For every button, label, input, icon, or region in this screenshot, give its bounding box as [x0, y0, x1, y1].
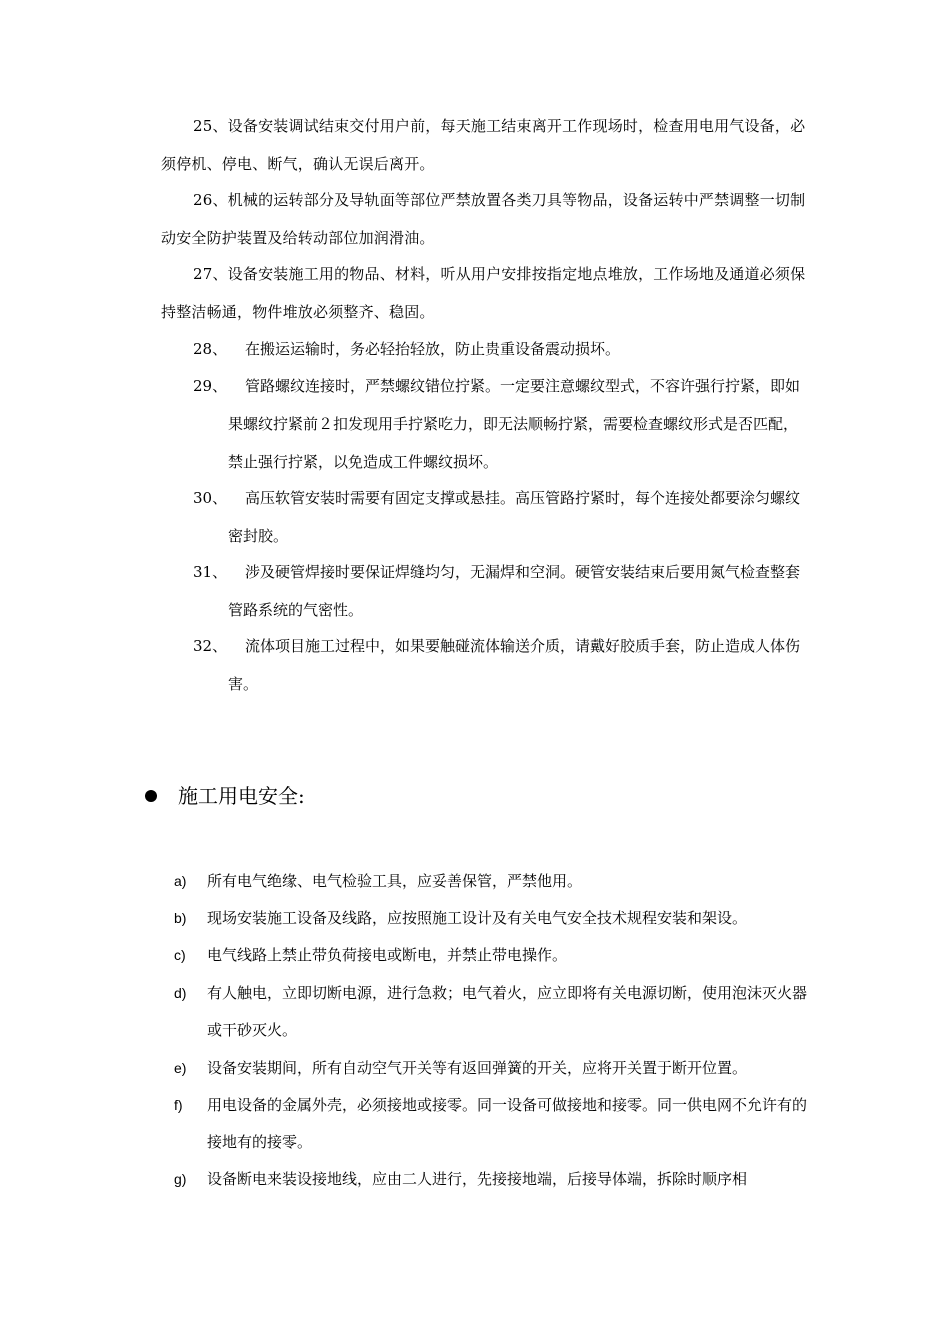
item-label: c)	[174, 947, 186, 963]
item-number: 28、	[193, 340, 228, 358]
item-text: 用电设备的金属外壳，必须接地或接零。同一设备可做接地和接零。同一供电网不允许有的接地有的接零。	[207, 1096, 808, 1151]
item-number: 29、	[193, 377, 228, 395]
item-text: 设备安装期间，所有自动空气开关等有返回弹簧的开关，应将开关置于断开位置。	[207, 1059, 748, 1077]
item-text: 现场安装施工设备及线路，应按照施工设计及有关电气安全技术规程安装和架设。	[207, 909, 748, 927]
paragraph-25: 25、设备安装调试结束交付用户前，每天施工结束离开工作现场时，检查用电用气设备，必须停机、停电、断气，确认无误后离开。	[161, 117, 806, 173]
item-text: 在搬运运输时，务必轻抬轻放，防止贵重设备震动损坏。	[245, 340, 621, 358]
item-label: g)	[174, 1171, 187, 1187]
item-text: 电气线路上禁止带负荷接电或断电，并禁止带电操作。	[207, 946, 568, 964]
item-label: d)	[174, 985, 187, 1001]
item-label: e)	[174, 1060, 187, 1076]
section-heading-text: 施工用电安全:	[178, 784, 305, 808]
item-label: f)	[174, 1097, 183, 1113]
item-label: a)	[174, 873, 187, 889]
item-text: 设备断电来装设接地线，应由二人进行，先接接地端，后接导体端，拆除时顺序相	[207, 1170, 748, 1188]
item-text: 高压软管安装时需要有固定支撑或悬挂。高压管路拧紧时，每个连接处都要涂匀螺纹密封胶。	[228, 489, 801, 545]
item-label: b)	[174, 910, 187, 926]
bullet-icon	[145, 790, 157, 802]
item-text: 所有电气绝缘、电气检验工具，应妥善保管，严禁他用。	[207, 872, 583, 890]
paragraph-27: 27、设备安装施工用的物品、材料，听从用户安排按指定地点堆放，工作场地及通道必须保持整洁畅通，物件堆放必须整齐、稳固。	[161, 265, 806, 321]
item-number: 31、	[193, 563, 228, 581]
item-text: 涉及硬管焊接时要保证焊缝均匀，无漏焊和空洞。硬管安装结束后要用氮气检查整套管路系统的气密性。	[228, 563, 801, 619]
item-text: 流体项目施工过程中，如果要触碰流体输送介质，请戴好胶质手套，防止造成人体伤害。	[228, 637, 801, 693]
item-text: 管路螺纹连接时，严禁螺纹错位拧紧。一定要注意螺纹型式，不容许强行拧紧，即如果螺纹拧紧前２扣发现用手拧紧吃力，即无法顺畅拧紧，需要检查螺纹形式是否匹配，禁止强行拧紧，以免造成工件螺纹损坏。	[228, 377, 801, 471]
item-text: 有人触电，立即切断电源，进行急救；电气着火，应立即将有关电源切断，使用泡沫灭火器或干砂灭火。	[207, 984, 808, 1039]
item-number: 30、	[193, 489, 228, 507]
item-number: 32、	[193, 637, 228, 655]
paragraph-26: 26、机械的运转部分及导轨面等部位严禁放置各类刀具等物品，设备运转中严禁调整一切制动安全防护装置及给转动部位加润滑油。	[161, 191, 806, 247]
